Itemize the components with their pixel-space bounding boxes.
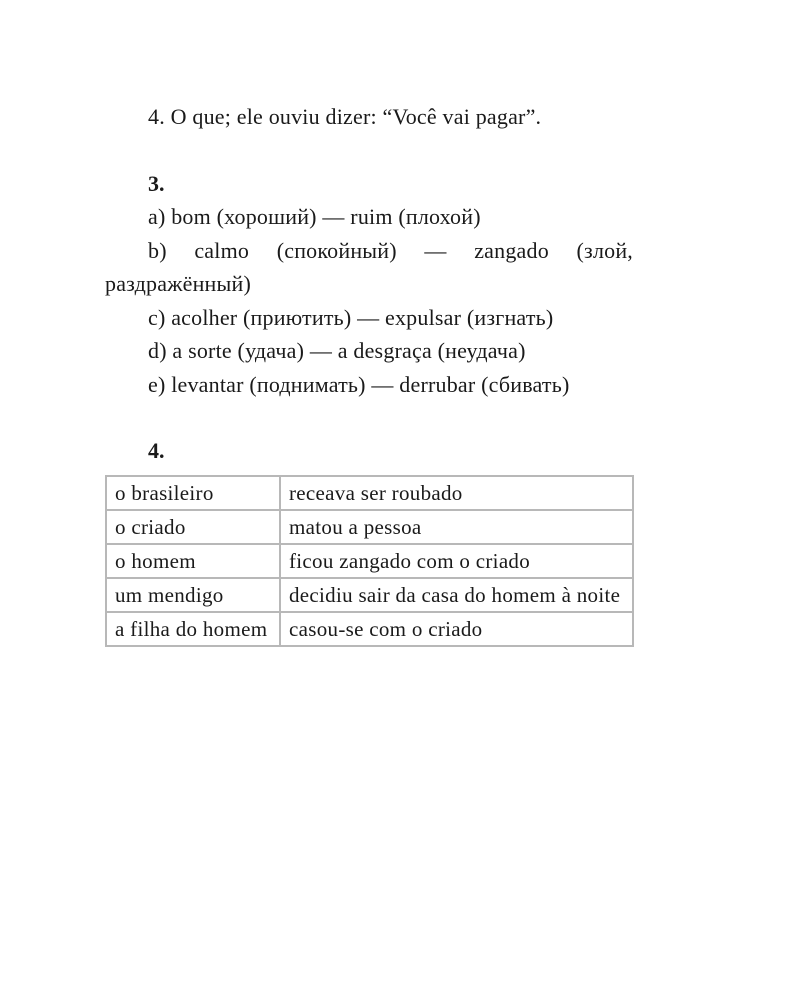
table-cell-subject: o criado xyxy=(106,510,280,544)
table-row xyxy=(106,612,633,646)
table-cell-subject: a filha do homem xyxy=(106,612,280,646)
section-4-heading: 4. xyxy=(148,438,165,463)
section-3-item-e: e) levantar (поднимать) — derrubar (сбивать) xyxy=(148,371,570,397)
table-cell-action: matou a pessoa xyxy=(280,510,633,544)
section-3-item-c: c) acolher (приютить) — expulsar (изгнать) xyxy=(148,304,554,330)
table-cell-action: ficou zangado com o criado xyxy=(280,544,633,578)
spacer xyxy=(105,134,633,167)
table-row xyxy=(106,578,633,612)
document-page xyxy=(105,100,633,647)
table-cell-action: casou-se com o criado xyxy=(280,612,633,646)
table-cell-subject: um mendigo xyxy=(106,578,280,612)
section-3-item-d: d) a sorte (удача) — a desgraça (неудача) xyxy=(148,338,526,363)
section-3-item-b: b) calmo (спокойный) — zangado (злой, раздражённый) xyxy=(105,237,633,296)
table-cell-action: decidiu sair da casa do homem à noite xyxy=(280,578,633,612)
section-3-heading: 3. xyxy=(148,170,165,196)
answer-item-4: 4. O que; ele ouviu dizer: “Você vai pagar”. xyxy=(148,104,542,129)
table-row xyxy=(106,476,633,510)
table-cell-subject: o brasileiro xyxy=(106,476,280,510)
matching-table xyxy=(105,475,634,647)
spacer xyxy=(105,401,633,434)
table-row xyxy=(106,544,633,578)
table-cell-subject: o homem xyxy=(106,544,280,578)
table-row xyxy=(106,510,633,544)
section-3-item-a: a) bom (хороший) — ruim (плохой) xyxy=(148,204,481,229)
table-cell-action: receava ser roubado xyxy=(280,476,633,510)
